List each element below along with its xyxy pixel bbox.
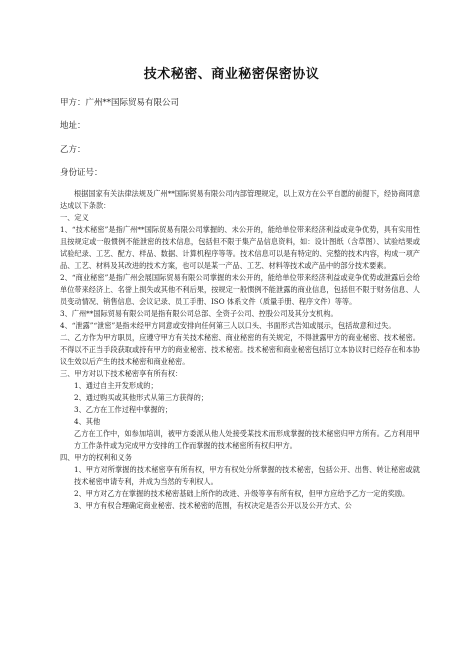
section-heading: 四、甲方的权利和义务 bbox=[60, 453, 132, 462]
address-field: 地址： bbox=[60, 121, 86, 131]
document-title: 技术秘密、商业秘密保密协议 bbox=[143, 67, 320, 82]
definition-item: 3、广州**国际贸易有限公司是指有限公司总部、全资子公司、控股公司及其分支机构。 bbox=[60, 309, 338, 318]
list-item: 2、甲方对乙方在掌握的技术秘密基础上所作的改进、升级等享有所有权，但甲方应给予乙方一定的奖励。 bbox=[74, 489, 410, 498]
list-item: 3、甲方有权合理确定商业秘密、技术秘密的范围，有权决定是否公开以及公开方式、公 bbox=[74, 501, 352, 510]
list-item: 1、甲方对所掌握的技术秘密享有所有权，甲方有权处分所掌握的技术秘密，包括公开、出售、转让秘密或就技术秘密申请专利，并成为当然的专利权人。 bbox=[74, 465, 420, 486]
agreement-body bbox=[60, 188, 420, 512]
section-heading: 一、定义 bbox=[60, 213, 89, 222]
party-b-field: 乙方： bbox=[60, 145, 86, 155]
list-item: 4、其他 bbox=[74, 417, 101, 426]
intro-paragraph: 根据国家有关法律法规及广州**国际贸易有限公司内部管理规定，以上双方在公平自愿的前提下，经协商同意达成以下条款： bbox=[60, 189, 420, 210]
list-item: 3、乙方在工作过程中掌握的； bbox=[74, 405, 173, 414]
definition-item: 2、“商业秘密”是指广州会展国际贸易有限公司掌握的未公开的，能给单位带来经济利益或竞争优势或泄露后会给单位带来经济上、名誉上损失或其他不利后果，按规定一般惯例不能泄露的商业信息，包括但不限于财务信息、人员变动情况、销售信息、会议记录、员工手册、ISO 体系文件（质量手册、程序文件）等等。 bbox=[60, 273, 420, 306]
note-paragraph: 乙方在工作中，如参加培训，被甲方委派从他人处接受某技术而形成掌握的技术秘密归甲方所有。乙方利用甲方工作条件或为完成甲方安排的工作而掌握的技术秘密所有权归甲方。 bbox=[74, 429, 420, 450]
definition-item: 4、“泄露”“泄密”是指未经甲方同意或安排向任何第三人以口头、书面形式告知或展示，包括故意和过失。 bbox=[60, 321, 396, 330]
party-a-field: 甲方：广州**国际贸易有限公司 bbox=[60, 98, 180, 108]
section-heading: 三、甲方对以下技术秘密享有所有权： bbox=[60, 369, 183, 378]
section-paragraph: 二、乙方作为甲方职员，应遵守甲方有关技术秘密、商业秘密的有关规定，不得泄露甲方的商业秘密、技术秘密。不得以不正当手段获取或持有甲方的商业秘密、技术秘密。技术秘密和商业秘密包括订立本协议时已经存在和本协议生效以后产生的技术秘密和商业秘密。 bbox=[60, 333, 420, 366]
list-item: 1、通过自主开发形成的； bbox=[74, 381, 158, 390]
definition-item: 1、“技术秘密”是指广州**国际贸易有限公司掌握的、未公开的，能给单位带来经济利益或竞争优势，具有实用性且按规定或一般惯例不能泄密的技术信息，包括但不限于集产品信息资料，如：设计图纸（含草图）、试验结果或试验纪录、工艺、配方、样品、数据、计算机程序等等。技术信息可以是有特定的、完整的技术内容，构成一项产品、工艺、材料及其改进的技术方案，也可以是某一产品、工艺、材料等技术或产品中的部分技术要素。 bbox=[60, 225, 420, 270]
list-item: 2、通过购买或其他形式从第三方获得的； bbox=[74, 393, 208, 402]
id-number-field: 身份证号： bbox=[60, 168, 103, 178]
